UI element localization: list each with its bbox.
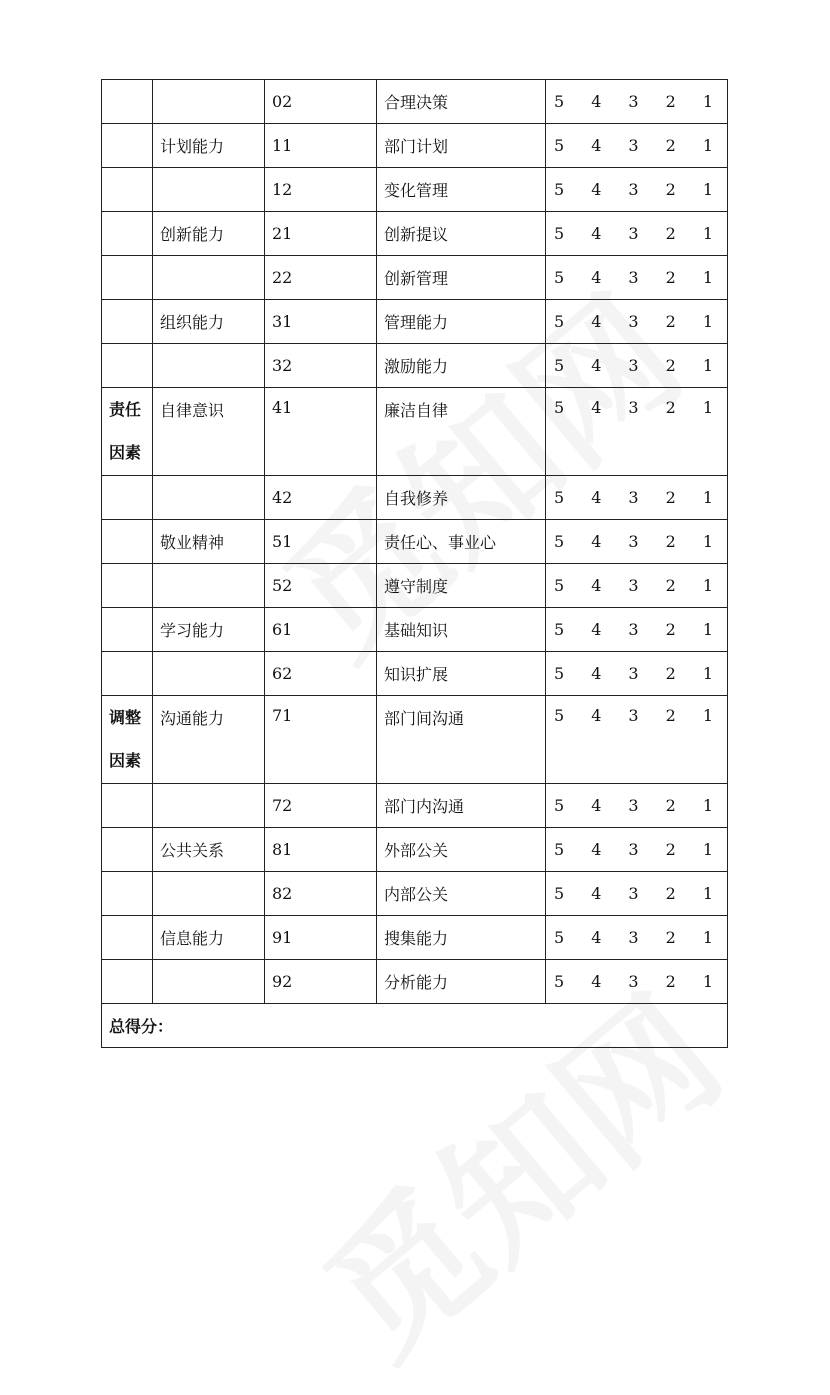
category-cell <box>102 872 153 916</box>
score-option[interactable]: 4 <box>591 928 602 947</box>
table-row <box>102 168 728 212</box>
score-option[interactable]: 4 <box>591 884 602 903</box>
category-cell <box>102 828 153 872</box>
score-cell <box>546 80 728 124</box>
score-option[interactable]: 5 <box>554 532 565 551</box>
score-option[interactable]: 2 <box>665 180 676 199</box>
score-cell <box>546 476 728 520</box>
score-cell <box>546 696 728 784</box>
ability-cell <box>153 960 265 1004</box>
score-option[interactable]: 5 <box>554 796 565 815</box>
table-row <box>102 872 728 916</box>
category-cell <box>102 344 153 388</box>
ability-cell: 创新能力 <box>153 212 265 256</box>
score-option[interactable]: 1 <box>702 706 713 725</box>
score-option[interactable]: 2 <box>665 92 676 111</box>
code-cell: 92 <box>265 960 377 1004</box>
score-option[interactable]: 2 <box>665 136 676 155</box>
table-row <box>102 652 728 696</box>
category-cell <box>102 520 153 564</box>
score-option[interactable]: 1 <box>702 664 713 683</box>
score-option[interactable]: 1 <box>702 620 713 639</box>
category-cell <box>102 608 153 652</box>
score-option[interactable]: 4 <box>591 268 602 287</box>
item-cell: 变化管理 <box>377 168 546 212</box>
score-option[interactable]: 4 <box>591 796 602 815</box>
score-option[interactable]: 1 <box>702 136 713 155</box>
score-option[interactable]: 2 <box>665 312 676 331</box>
item-cell: 廉洁自律 <box>377 388 546 476</box>
score-option[interactable]: 5 <box>554 928 565 947</box>
category-cell: 调整因素 <box>102 696 153 784</box>
ability-cell <box>153 476 265 520</box>
score-option[interactable]: 2 <box>665 884 676 903</box>
score-option[interactable]: 1 <box>702 576 713 595</box>
score-option[interactable]: 3 <box>628 972 639 991</box>
item-cell: 合理决策 <box>377 80 546 124</box>
ability-cell <box>153 256 265 300</box>
score-option[interactable]: 5 <box>554 224 565 243</box>
score-option[interactable]: 3 <box>628 706 639 725</box>
score-cell <box>546 256 728 300</box>
score-option[interactable]: 5 <box>554 136 565 155</box>
ability-cell: 敬业精神 <box>153 520 265 564</box>
category-cell <box>102 476 153 520</box>
score-option[interactable]: 3 <box>628 92 639 111</box>
item-cell: 基础知识 <box>377 608 546 652</box>
score-option[interactable]: 1 <box>702 840 713 859</box>
code-cell: 91 <box>265 916 377 960</box>
ability-cell: 计划能力 <box>153 124 265 168</box>
category-cell <box>102 960 153 1004</box>
score-option[interactable]: 3 <box>628 488 639 507</box>
score-option[interactable]: 2 <box>665 664 676 683</box>
score-option[interactable]: 5 <box>554 972 565 991</box>
score-option[interactable]: 1 <box>702 224 713 243</box>
table-row <box>102 608 728 652</box>
table-row <box>102 212 728 256</box>
item-cell: 责任心、事业心 <box>377 520 546 564</box>
score-cell <box>546 168 728 212</box>
ability-cell <box>153 652 265 696</box>
score-cell <box>546 388 728 476</box>
score-option[interactable]: 4 <box>591 224 602 243</box>
score-option[interactable]: 5 <box>554 180 565 199</box>
score-option[interactable]: 1 <box>702 928 713 947</box>
score-option[interactable]: 4 <box>591 576 602 595</box>
category-cell <box>102 784 153 828</box>
score-option[interactable]: 3 <box>628 928 639 947</box>
ability-cell: 信息能力 <box>153 916 265 960</box>
item-cell: 分析能力 <box>377 960 546 1004</box>
item-cell: 知识扩展 <box>377 652 546 696</box>
table-row <box>102 828 728 872</box>
score-option[interactable]: 4 <box>591 136 602 155</box>
ability-cell: 公共关系 <box>153 828 265 872</box>
table-row <box>102 564 728 608</box>
score-option[interactable]: 5 <box>554 398 565 417</box>
score-option[interactable]: 4 <box>591 180 602 199</box>
code-cell: 51 <box>265 520 377 564</box>
score-option[interactable]: 2 <box>665 488 676 507</box>
evaluation-table <box>101 79 728 1048</box>
score-cell <box>546 828 728 872</box>
item-cell: 管理能力 <box>377 300 546 344</box>
code-cell: 62 <box>265 652 377 696</box>
category-cell <box>102 212 153 256</box>
category-cell <box>102 564 153 608</box>
score-option[interactable]: 4 <box>591 92 602 111</box>
table-row <box>102 388 728 476</box>
score-cell <box>546 300 728 344</box>
ability-cell: 学习能力 <box>153 608 265 652</box>
ability-cell <box>153 784 265 828</box>
table-row <box>102 300 728 344</box>
score-option[interactable]: 3 <box>628 620 639 639</box>
ability-cell <box>153 872 265 916</box>
score-option[interactable]: 4 <box>591 664 602 683</box>
code-cell: 61 <box>265 608 377 652</box>
score-option[interactable]: 1 <box>702 180 713 199</box>
code-cell: 11 <box>265 124 377 168</box>
score-option[interactable]: 3 <box>628 268 639 287</box>
score-option[interactable]: 3 <box>628 532 639 551</box>
item-cell: 部门内沟通 <box>377 784 546 828</box>
table-row <box>102 124 728 168</box>
score-option[interactable]: 2 <box>665 576 676 595</box>
score-option[interactable]: 4 <box>591 840 602 859</box>
score-cell <box>546 960 728 1004</box>
ability-cell <box>153 168 265 212</box>
category-cell <box>102 916 153 960</box>
code-cell: 72 <box>265 784 377 828</box>
score-option[interactable]: 5 <box>554 356 565 375</box>
item-cell: 自我修养 <box>377 476 546 520</box>
score-option[interactable]: 1 <box>702 356 713 375</box>
score-option[interactable]: 5 <box>554 620 565 639</box>
score-option[interactable]: 4 <box>591 488 602 507</box>
item-cell: 遵守制度 <box>377 564 546 608</box>
code-cell: 31 <box>265 300 377 344</box>
code-cell: 21 <box>265 212 377 256</box>
item-cell: 内部公关 <box>377 872 546 916</box>
item-cell: 搜集能力 <box>377 916 546 960</box>
score-option[interactable]: 1 <box>702 884 713 903</box>
code-cell: 41 <box>265 388 377 476</box>
score-option[interactable]: 3 <box>628 884 639 903</box>
item-cell: 部门间沟通 <box>377 696 546 784</box>
score-option[interactable]: 4 <box>591 706 602 725</box>
score-option[interactable]: 4 <box>591 312 602 331</box>
score-option[interactable]: 5 <box>554 488 565 507</box>
score-option[interactable]: 2 <box>665 972 676 991</box>
score-cell <box>546 784 728 828</box>
score-option[interactable]: 3 <box>628 312 639 331</box>
score-option[interactable]: 2 <box>665 928 676 947</box>
score-option[interactable]: 1 <box>702 796 713 815</box>
item-cell: 创新管理 <box>377 256 546 300</box>
score-cell <box>546 344 728 388</box>
score-option[interactable]: 2 <box>665 268 676 287</box>
code-cell: 81 <box>265 828 377 872</box>
code-cell: 22 <box>265 256 377 300</box>
score-option[interactable]: 3 <box>628 664 639 683</box>
score-option[interactable]: 2 <box>665 224 676 243</box>
ability-cell: 组织能力 <box>153 300 265 344</box>
ability-cell: 沟通能力 <box>153 696 265 784</box>
score-cell <box>546 564 728 608</box>
table-row <box>102 784 728 828</box>
score-option[interactable]: 4 <box>591 620 602 639</box>
score-option[interactable]: 4 <box>591 398 602 417</box>
score-option[interactable]: 5 <box>554 576 565 595</box>
category-cell <box>102 256 153 300</box>
score-option[interactable]: 1 <box>702 972 713 991</box>
score-option[interactable]: 2 <box>665 620 676 639</box>
score-option[interactable]: 5 <box>554 884 565 903</box>
score-option[interactable]: 5 <box>554 840 565 859</box>
code-cell: 71 <box>265 696 377 784</box>
item-cell: 部门计划 <box>377 124 546 168</box>
score-cell <box>546 916 728 960</box>
score-cell <box>546 652 728 696</box>
item-cell: 外部公关 <box>377 828 546 872</box>
score-option[interactable]: 3 <box>628 356 639 375</box>
ability-cell <box>153 80 265 124</box>
code-cell: 82 <box>265 872 377 916</box>
score-option[interactable]: 5 <box>554 268 565 287</box>
score-option[interactable]: 1 <box>702 268 713 287</box>
score-option[interactable]: 3 <box>628 796 639 815</box>
table-row <box>102 960 728 1004</box>
table-row <box>102 256 728 300</box>
score-cell <box>546 212 728 256</box>
category-cell <box>102 168 153 212</box>
score-option[interactable]: 3 <box>628 224 639 243</box>
score-option[interactable]: 3 <box>628 398 639 417</box>
score-option[interactable]: 2 <box>665 398 676 417</box>
score-option[interactable]: 2 <box>665 840 676 859</box>
category-cell <box>102 300 153 344</box>
score-option[interactable]: 5 <box>554 92 565 111</box>
score-option[interactable]: 2 <box>665 356 676 375</box>
table-row <box>102 696 728 784</box>
category-cell <box>102 124 153 168</box>
score-option[interactable]: 4 <box>591 356 602 375</box>
code-cell: 42 <box>265 476 377 520</box>
score-option[interactable]: 2 <box>665 532 676 551</box>
code-cell: 02 <box>265 80 377 124</box>
category-cell: 责任因素 <box>102 388 153 476</box>
code-cell: 12 <box>265 168 377 212</box>
table-row <box>102 344 728 388</box>
score-option[interactable]: 3 <box>628 576 639 595</box>
score-option[interactable]: 1 <box>702 532 713 551</box>
score-option[interactable]: 1 <box>702 488 713 507</box>
score-option[interactable]: 1 <box>702 312 713 331</box>
ability-cell <box>153 344 265 388</box>
table-row <box>102 520 728 564</box>
ability-cell <box>153 564 265 608</box>
code-cell: 52 <box>265 564 377 608</box>
code-cell: 32 <box>265 344 377 388</box>
score-option[interactable]: 5 <box>554 312 565 331</box>
score-option[interactable]: 2 <box>665 796 676 815</box>
score-option[interactable]: 3 <box>628 840 639 859</box>
score-option[interactable]: 5 <box>554 706 565 725</box>
score-option[interactable]: 4 <box>591 532 602 551</box>
score-cell <box>546 520 728 564</box>
item-cell: 激励能力 <box>377 344 546 388</box>
table-row <box>102 80 728 124</box>
score-option[interactable]: 1 <box>702 92 713 111</box>
table-row <box>102 916 728 960</box>
total-row <box>102 1004 728 1048</box>
score-option[interactable]: 5 <box>554 664 565 683</box>
score-cell <box>546 124 728 168</box>
score-option[interactable]: 2 <box>665 706 676 725</box>
score-cell <box>546 608 728 652</box>
score-option[interactable]: 3 <box>628 180 639 199</box>
ability-cell: 自律意识 <box>153 388 265 476</box>
score-option[interactable]: 4 <box>591 972 602 991</box>
score-option[interactable]: 3 <box>628 136 639 155</box>
table-row <box>102 476 728 520</box>
item-cell: 创新提议 <box>377 212 546 256</box>
score-option[interactable]: 1 <box>702 398 713 417</box>
category-cell <box>102 80 153 124</box>
score-cell <box>546 872 728 916</box>
category-cell <box>102 652 153 696</box>
total-score-label: 总得分： <box>102 1004 728 1048</box>
